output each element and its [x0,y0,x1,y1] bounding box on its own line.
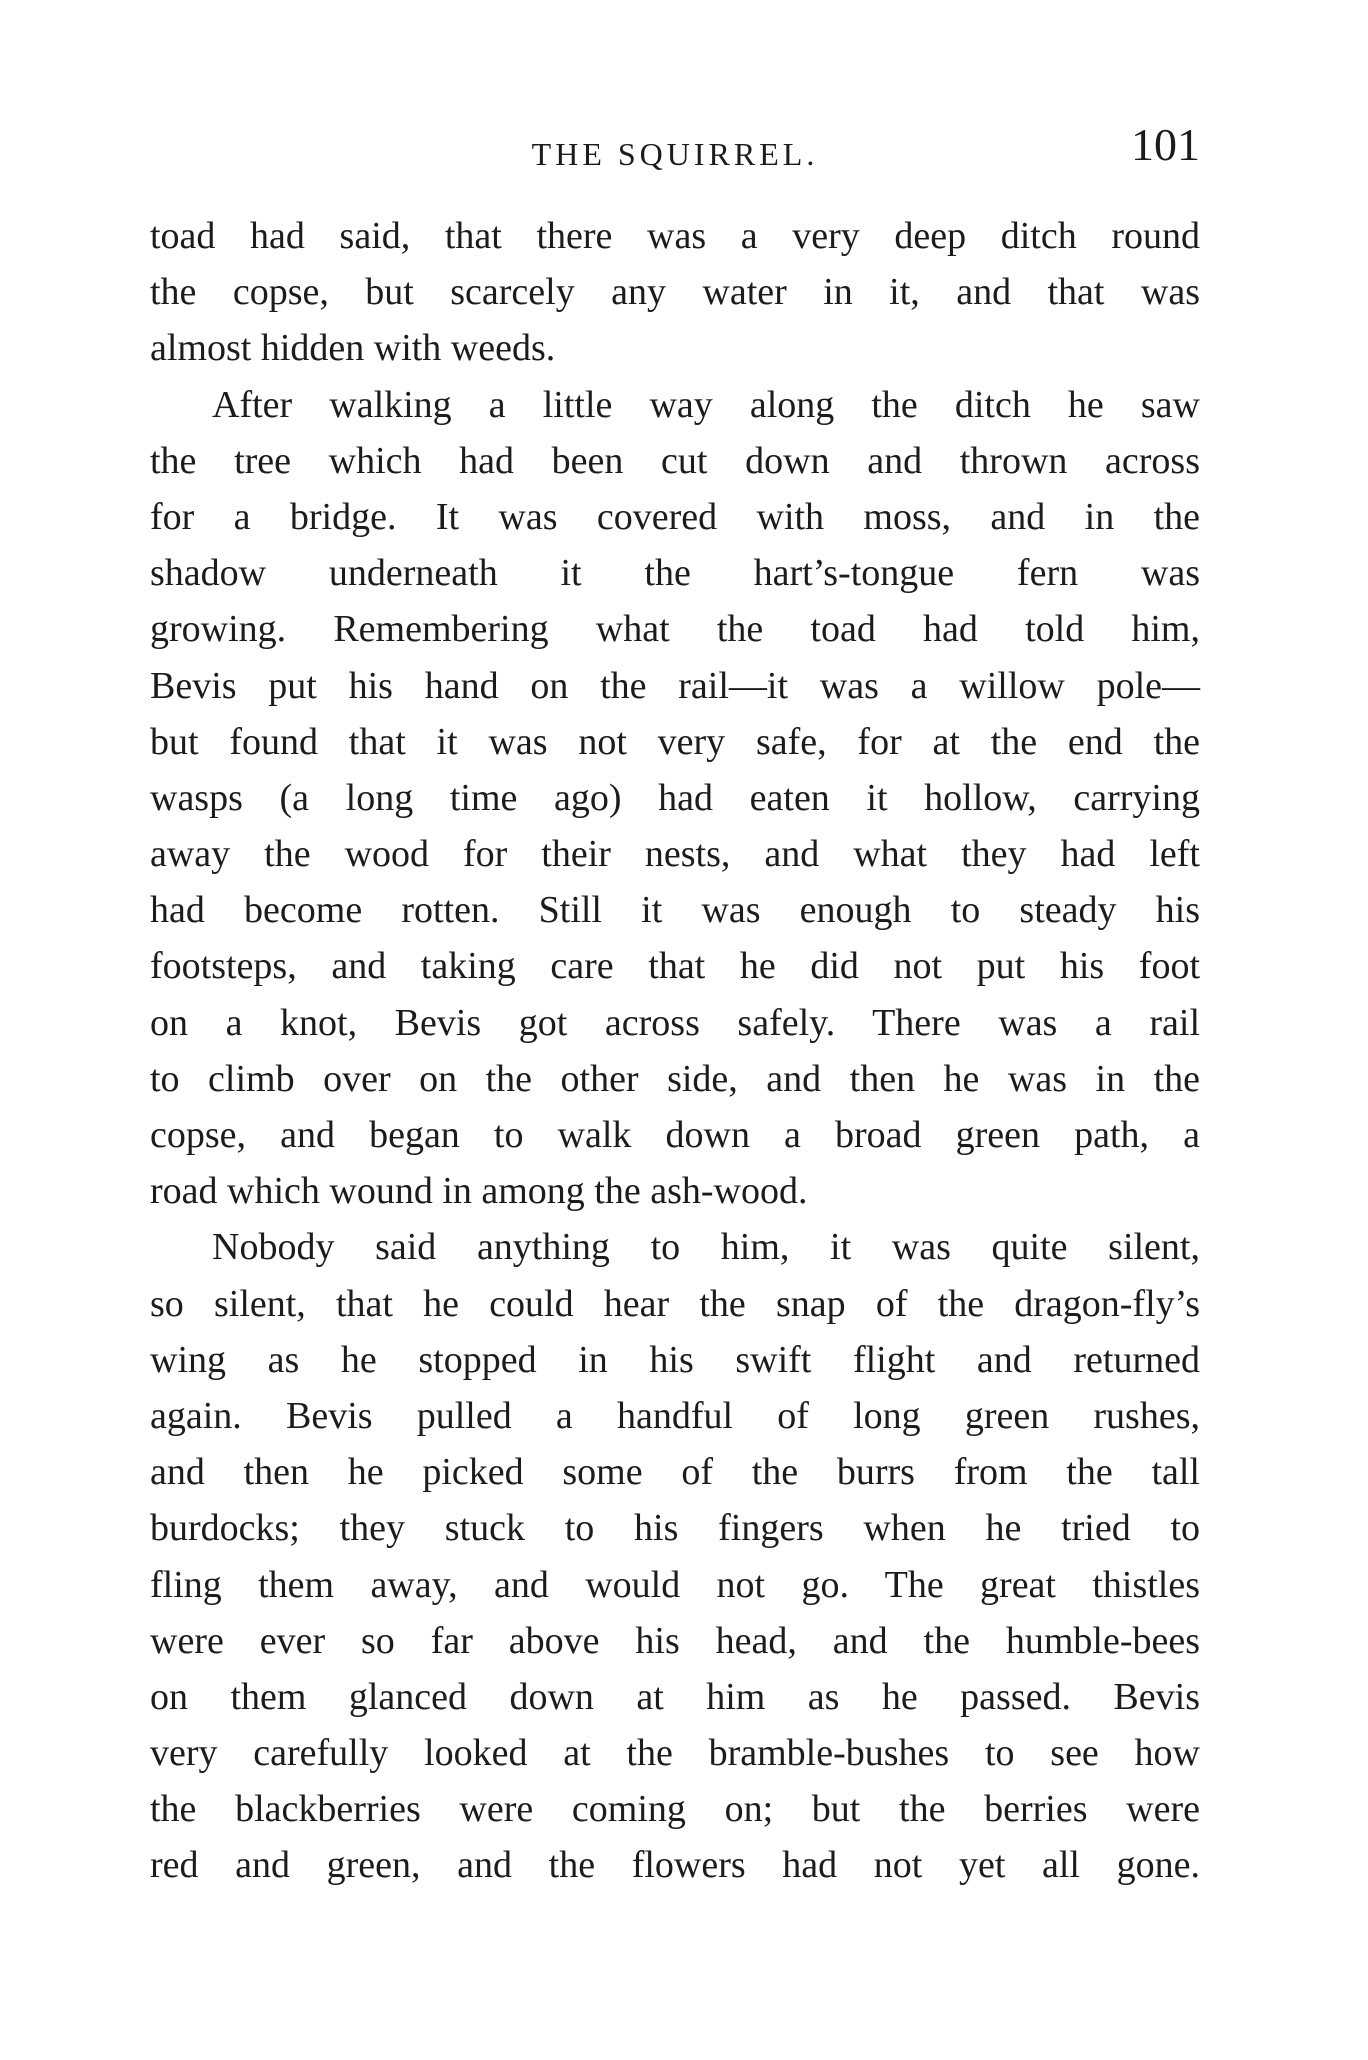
text-line: growing. Remembering what the toad had told him, [150,608,1200,651]
text-line: wing as he stopped in his swift flight and returned [150,1338,1200,1381]
text-line: fling them away, and would not go. The great thistles [150,1563,1200,1606]
text-line: were ever so far above his head, and the humble-bees [150,1619,1200,1662]
text-line: red and green, and the flowers had not yet all gone. [150,1844,1200,1887]
text-line: almost hidden with weeds. [150,327,556,370]
text-line: burdocks; they stuck to his fingers when he tried to [150,1507,1200,1550]
text-line: but found that it was not very safe, for at the end the [150,720,1200,763]
text-line: the tree which had been cut down and thrown across [150,439,1200,482]
text-line: on them glanced down at him as he passed. Bevis [150,1675,1200,1718]
text-line: again. Bevis pulled a handful of long green rushes, [150,1394,1200,1437]
running-title: THE SQUIRREL. [531,136,819,172]
text-line: copse, and began to walk down a broad green path, a [150,1114,1200,1156]
text-line: Bevis put his hand on the rail—it was a willow pole— [150,664,1200,707]
text-line: for a bridge. It was covered with moss, and in the [150,495,1200,538]
text-line: away the wood for their nests, and what they had left [150,833,1200,876]
text-line: had become rotten. Still it was enough to steady his [150,889,1200,932]
text-line: footsteps, and taking care that he did not put his foot [150,945,1200,988]
text-line: toad had said, that there was a very deep ditch round [150,215,1200,257]
text-line: so silent, that he could hear the snap of the dragon-fly’s [150,1282,1200,1325]
text-line: the copse, but scarcely any water in it, and that was [150,271,1200,314]
text-line: the blackberries were coming on; but the berries were [150,1788,1200,1831]
text-line: to climb over on the other side, and then he was in the [150,1057,1200,1100]
text-line: and then he picked some of the burrs from the tall [150,1451,1200,1494]
text-line: very carefully looked at the bramble-bushes to see how [150,1732,1200,1775]
body-text [150,208,1200,1894]
text-line: After walking a little way along the ditch he saw [212,383,1200,426]
text-line: road which wound in among the ash-wood. [150,1170,808,1213]
text-line: Nobody said anything to him, it was quite silent, [212,1226,1200,1269]
text-line: on a knot, Bevis got across safely. There was a rail [150,1001,1200,1044]
page-number: 101 [1131,119,1200,170]
text-line: wasps (a long time ago) had eaten it hollow, carrying [150,776,1200,819]
running-head [150,118,1200,178]
text-line: shadow underneath it the hart’s-tongue fern was [150,552,1200,595]
